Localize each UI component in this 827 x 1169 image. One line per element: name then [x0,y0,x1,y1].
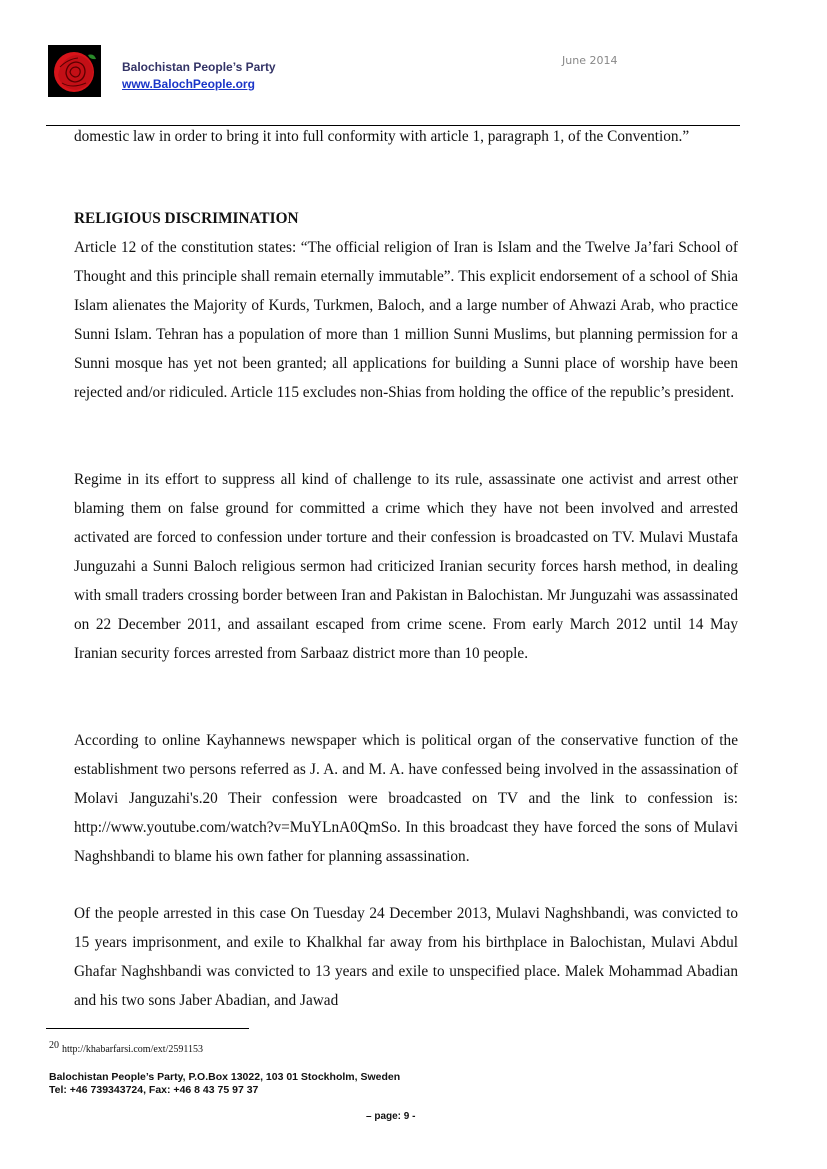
paragraph-1: Article 12 of the constitution states: “The official religion of Iran is Islam and the Twelve Ja’fari School of Thought and this principle shall remain eternally immutable”. This explicit endorsement of a school of Shia Islam alienates the Majority of Kurds, Turkmen, Baloch, and a large number of Ahwazi Arab, who practice Sunni Islam. Tehran has a population of more than 1 million Sunni Muslims, but planning permission for a Sunni mosque has yet not been granted; all applications for building a Sunni place of worship have been rejected and/or ridiculed. Article 115 excludes non-Shias from holding the office of the republic’s president. [74,239,738,401]
page-number: – page: 9 - [366,1111,416,1122]
footnote-divider [46,1028,249,1029]
paragraph-4: Of the people arrested in this case On Tuesday 24 December 2013, Mulavi Naghshbandi, was convicted to 15 years imprisonment, and exile to Khalkhal far away from his birthplace in Balochistan, Mulavi Abdul Ghafar Naghshbandi was convicted to 13 years and exile to unspecified place. Malek Mohammad Abadian and his two sons Jaber Abadian, and Jawad [74,905,738,1009]
paragraph-2: Regime in its effort to suppress all kind of challenge to its rule, assassinate one activist and arrest other blaming them on false ground for committed a crime which they have not been involved and arrested activated are forced to confession under torture and their confession is broadcasted on TV. Mulavi Mustafa Junguzahi a Sunni Baloch religious sermon had criticized Iranian security forces harsh method, in dealing with small traders crossing border between Iran and Pakistan in Balochistan. Mr Junguzahi was assassinated on 22 December 2011, and assailant escaped from crime scene. From early March 2012 until 14 May Iranian security forces arrested from Sarbaaz district more than 10 people. [74,471,738,662]
footnote-number: 20 [49,1040,59,1051]
footer-contact: Tel: +46 739343724, Fax: +46 8 43 75 97 37 [49,1084,259,1096]
footer-address: Balochistan People’s Party, P.O.Box 13022, 103 01 Stockholm, Sweden [49,1071,401,1083]
section-heading: RELIGIOUS DISCRIMINATION [74,210,299,227]
red-rose-logo-icon [48,45,101,97]
header-date: June 2014 [562,54,618,67]
footnote [49,1040,203,1055]
org-website-link[interactable]: www.BalochPeople.org [122,77,255,91]
org-name: Balochistan People’s Party [122,60,276,74]
paragraph-3: According to online Kayhannews newspaper which is political organ of the conservative function of the establishment two persons referred as J. A. and M. A. have confessed being involved in the assassination of Molavi Janguzahi's.20 Their confession were broadcasted on TV and the link to confession is: http://www.youtube.com/watch?v=MuYLnA0QmSo. In this broadcast they have forced the sons of Mulavi Naghshbandi to blame his own father for planning assassination. [74,732,738,865]
footnote-text: http://khabarfarsi.com/ext/2591153 [62,1044,203,1055]
continuation-paragraph: domestic law in order to bring it into full conformity with article 1, paragraph 1, of the Convention.” [74,128,690,145]
